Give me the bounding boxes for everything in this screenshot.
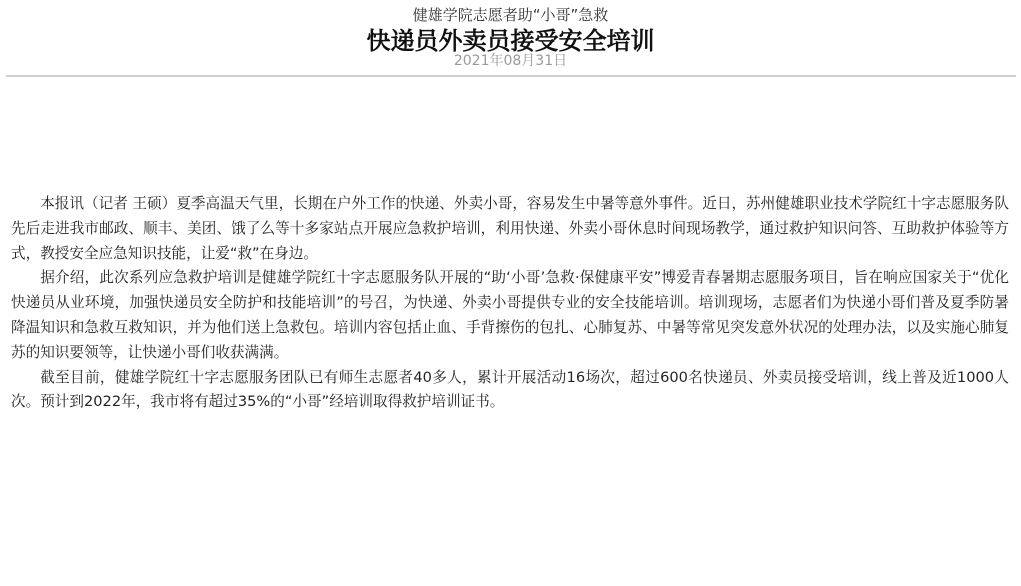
article-subtitle: 健雄学院志愿者助“小哥”急救	[412, 6, 609, 24]
article-paragraph: 据介绍，此次系列应急救护培训是健雄学院红十字志愿服务队开展的“助‘小哥’急救·保健康平安”博爱青春暑期志愿服务项目，旨在响应国家关于“优化快递员从业环境，加强快递员安全防护和技能培训”的号召，为快递、外卖小哥提供专业的安全技能培训。培训现场，志愿者们为快递小哥们普及夏季防暑降温知识和急救互救知识，并为他们送上急救包。培训内容包括止血、手背擦伤的包扎、心肺复苏、中暑等常见突发意外状况的处理办法，以及实施心肺复苏的知识要领等，让快递小哥们收获满满。	[11, 269, 1009, 361]
article-paragraph: 本报讯（记者 王硕）夏季高温天气里，长期在户外工作的快递、外卖小哥，容易发生中暑等意外事件。近日，苏州健雄职业技术学院红十字志愿服务队先后走进我市邮政、顺丰、美团、饿了么等十多家站点开展应急救护培训，利用快递、外卖小哥休息时间现场教学，通过救护知识问答、互助救护体验等方式，教授安全应急知识技能，让爱“救”在身边。	[11, 195, 1009, 262]
article-paragraph: 截至目前，健雄学院红十字志愿服务团队已有师生志愿者40多人，累计开展活动16场次，超过600名快递员、外卖员接受培训，线上普及近1000人次。预计到2022年，我市将有超过35%的“小哥”经培训取得救护培训证书。	[11, 368, 1009, 411]
article-body	[11, 192, 1009, 415]
article-title: 快递员外卖员接受安全培训	[366, 27, 655, 55]
header-divider	[6, 75, 1016, 77]
publish-date: 2021年08月31日	[453, 53, 568, 69]
